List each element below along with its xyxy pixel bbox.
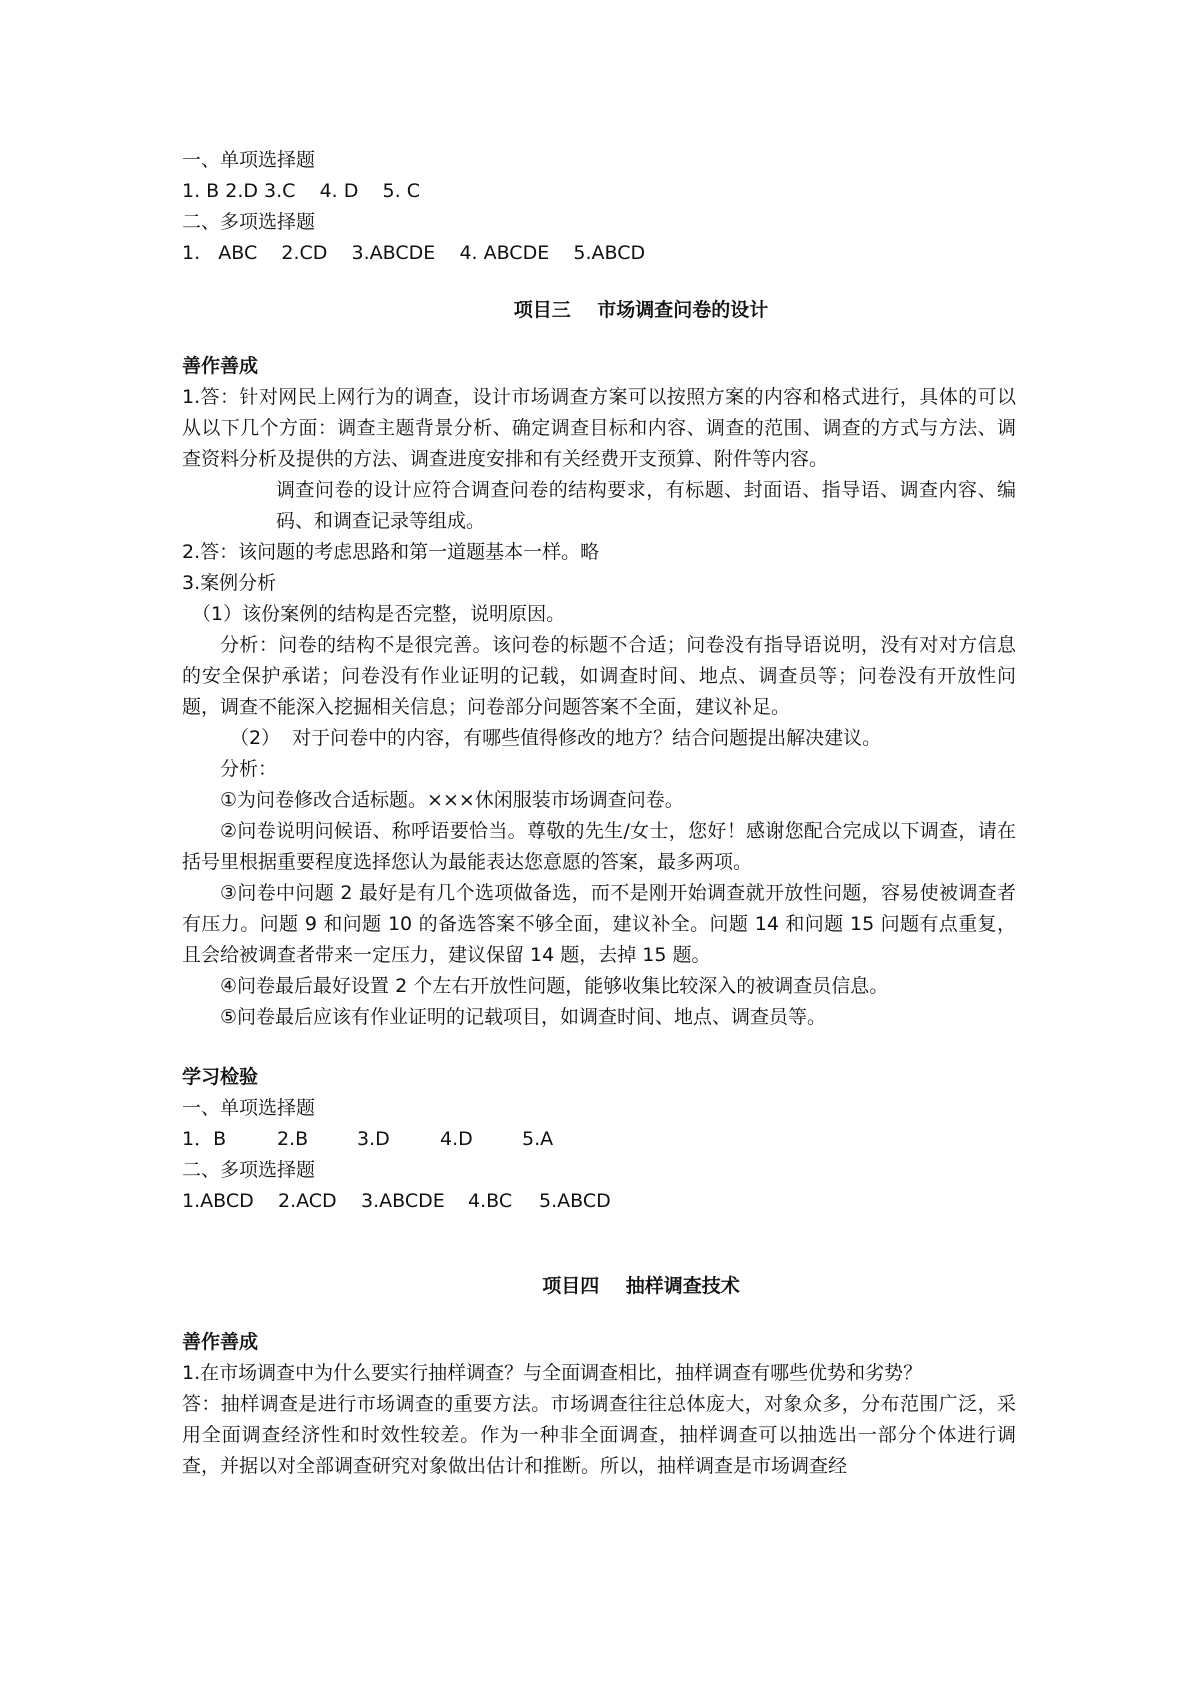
answer-line: 2.答：该问题的考虑思路和第一道题基本一样。略 [182, 541, 600, 563]
answer-inset-paragraph: 调查问卷的设计应符合调查问卷的结构要求，有标题、封面语、指导语、调查内容、编码、和调查记录等组成。 [276, 479, 1016, 532]
answer-item: 2.ACD [278, 1190, 337, 1212]
answer-item: 5.ABCD [539, 1190, 611, 1212]
check-single-heading: 一、单项选择题 [182, 1097, 316, 1119]
answer-item: 3.ABCDE [361, 1190, 445, 1212]
answer-item: 2.B [277, 1128, 309, 1150]
suggestion-item: ④问卷最后最好设置 2 个左右开放性问题，能够收集比较深入的被调查员信息。 [220, 975, 889, 997]
check-multi-heading: 二、多项选择题 [182, 1159, 316, 1181]
answer-item: 1.ABCD [182, 1190, 254, 1212]
project3-title: 项目三 市场调查问卷的设计 [513, 299, 769, 321]
answer-item: 4.BC [468, 1190, 513, 1212]
case-question-2: （2） 对于问卷中的内容，有哪些值得修改的地方？结合问题提出解决建议。 [230, 727, 882, 749]
answer-paragraph: 1.答：针对网民上网行为的调查，设计市场调查方案可以按照方案的内容和格式进行，具体的可以从以下几个方面：调查主题背景分析、确定调查目标和内容、调查的范围、调查的方式与方法、调查资料分析及提供的方法、调查进度安排和有关经费开支预算、附件等内容。 [182, 386, 1016, 470]
case-analysis-1: 分析：问卷的结构不是很完善。该问卷的标题不合适；问卷没有指导语说明，没有对对方信息的安全保护承诺；问卷没有作业证明的记载，如调查时间、地点、调查员等；问卷没有开放性问题，调查不能深入挖掘相关信息；问卷部分问题答案不全面，建议补足。 [182, 634, 1016, 718]
answer-item: 1．B [182, 1128, 227, 1150]
single-choice-heading: 一、单项选择题 [182, 149, 316, 171]
case-analysis-2-label: 分析： [220, 758, 278, 780]
single-choice-answers: 1. B 2.D 3.C 4. D 5. C [182, 180, 420, 202]
answer-item: 4.D [440, 1128, 473, 1150]
check-single-answers [182, 1124, 1016, 1155]
case-analysis-heading: 3.案例分析 [182, 572, 277, 594]
suggestion-item: ③问卷中问题 2 最好是有几个选项做备选，而不是刚开始调查就开放性问题，容易使被调查者有压力。问题 9 和问题 10 的备选答案不够全面，建议补全。问题 14 和问题 15 问题有点重复，且会给被调查者带来一定压力，建议保留 14 题，去掉 15 题。 [182, 882, 1016, 966]
multi-choice-heading: 二、多项选择题 [182, 211, 316, 233]
section-heading: 善作善成 [182, 355, 259, 377]
multi-choice-answers: 1. ABC 2.CD 3.ABCDE 4. ABCDE 5.ABCD [182, 242, 646, 264]
answer-item: 5.A [522, 1128, 554, 1150]
check-multi-answers [182, 1186, 1016, 1217]
suggestion-item: ⑤问卷最后应该有作业证明的记载项目，如调查时间、地点、调查员等。 [220, 1006, 827, 1028]
case-question-1: （1）该份案例的结构是否完整，说明原因。 [192, 603, 566, 625]
project4-body [182, 1327, 1016, 1482]
question-line: 1.在市场调查中为什么要实行抽样调查？与全面调查相比，抽样调查有哪些优势和劣势？ [182, 1362, 923, 1384]
section-heading: 善作善成 [182, 1331, 259, 1353]
project3-body [182, 351, 1016, 1217]
answers-block-top [182, 145, 1016, 269]
suggestion-item: ②问卷说明问候语、称呼语要恰当。尊敬的先生/女士，您好！感谢您配合完成以下调查，请在括号里根据重要程度选择您认为最能表达您意愿的答案，最多两项。 [182, 820, 1016, 873]
suggestion-item: ①为问卷修改合适标题。×××休闲服装市场调查问卷。 [220, 789, 684, 811]
project4-title: 项目四 抽样调查技术 [542, 1275, 740, 1297]
answer-paragraph: 答：抽样调查是进行市场调查的重要方法。市场调查往往总体庞大，对象众多，分布范围广泛，采用全面调查经济性和时效性较差。作为一种非全面调查，抽样调查可以抽选出一部分个体进行调查，并据以对全部调查研究对象做出估计和推断。所以，抽样调查是市场调查经 [182, 1393, 1016, 1477]
answer-item: 3.D [357, 1128, 390, 1150]
check-heading: 学习检验 [182, 1066, 259, 1088]
